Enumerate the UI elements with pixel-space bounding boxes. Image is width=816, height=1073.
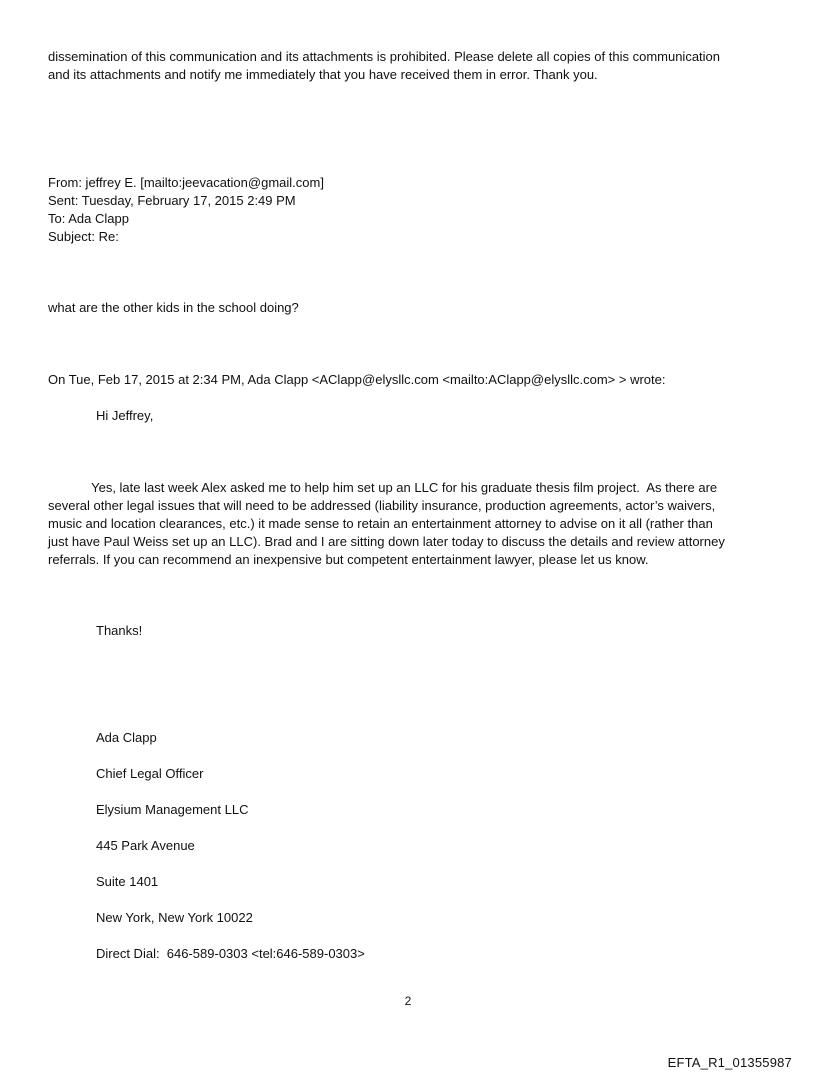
email-sent: Sent: Tuesday, February 17, 2015 2:49 PM: [48, 193, 296, 208]
email-to: To: Ada Clapp: [48, 211, 129, 226]
signature-address-1: 445 Park Avenue: [96, 838, 195, 853]
disclaimer-line-2: and its attachments and notify me immediately that you have received them in error. Thank you.: [48, 67, 598, 82]
signature-address-2: Suite 1401: [96, 874, 159, 889]
thanks: Thanks!: [96, 623, 143, 638]
quote-header: On Tue, Feb 17, 2015 at 2:34 PM, Ada Clapp <AClapp@elysllc.com <mailto:AClapp@elysllc.com> > wrote:: [48, 372, 666, 387]
disclaimer-line-1: dissemination of this communication and its attachments is prohibited. Please delete all copies of this communication: [48, 49, 721, 64]
email-subject: Subject: Re:: [48, 229, 119, 244]
email-from: From: jeffrey E. [mailto:jeevacation@gmail.com]: [48, 175, 324, 190]
signature-company: Elysium Management LLC: [96, 802, 249, 817]
body-line-4: just have Paul Weiss set up an LLC). Brad and I are sitting down later today to discuss the details and review attorney: [48, 534, 725, 549]
reply-text: what are the other kids in the school doing?: [48, 300, 299, 315]
signature-title: Chief Legal Officer: [96, 766, 204, 781]
greeting: Hi Jeffrey,: [96, 408, 154, 423]
body-line-1: Yes, late last week Alex asked me to help him set up an LLC for his graduate thesis film project. As there are: [48, 480, 718, 495]
signature-phone: Direct Dial: 646-589-0303 <tel:646-589-0303>: [96, 946, 365, 961]
body-line-2: several other legal issues that will need to be addressed (liability insurance, production agreements, actor’s waivers,: [48, 498, 716, 513]
body-line-3: music and location clearances, etc.) it made sense to retain an entertainment attorney to advise on it all (rather than: [48, 516, 713, 531]
page-number: 2: [404, 994, 412, 1008]
document-id: EFTA_R1_01355987: [667, 1055, 792, 1070]
signature-city: New York, New York 10022: [96, 910, 253, 925]
body-line-5: referrals. If you can recommend an inexpensive but competent entertainment lawyer, please let us know.: [48, 552, 649, 567]
signature-name: Ada Clapp: [96, 730, 157, 745]
